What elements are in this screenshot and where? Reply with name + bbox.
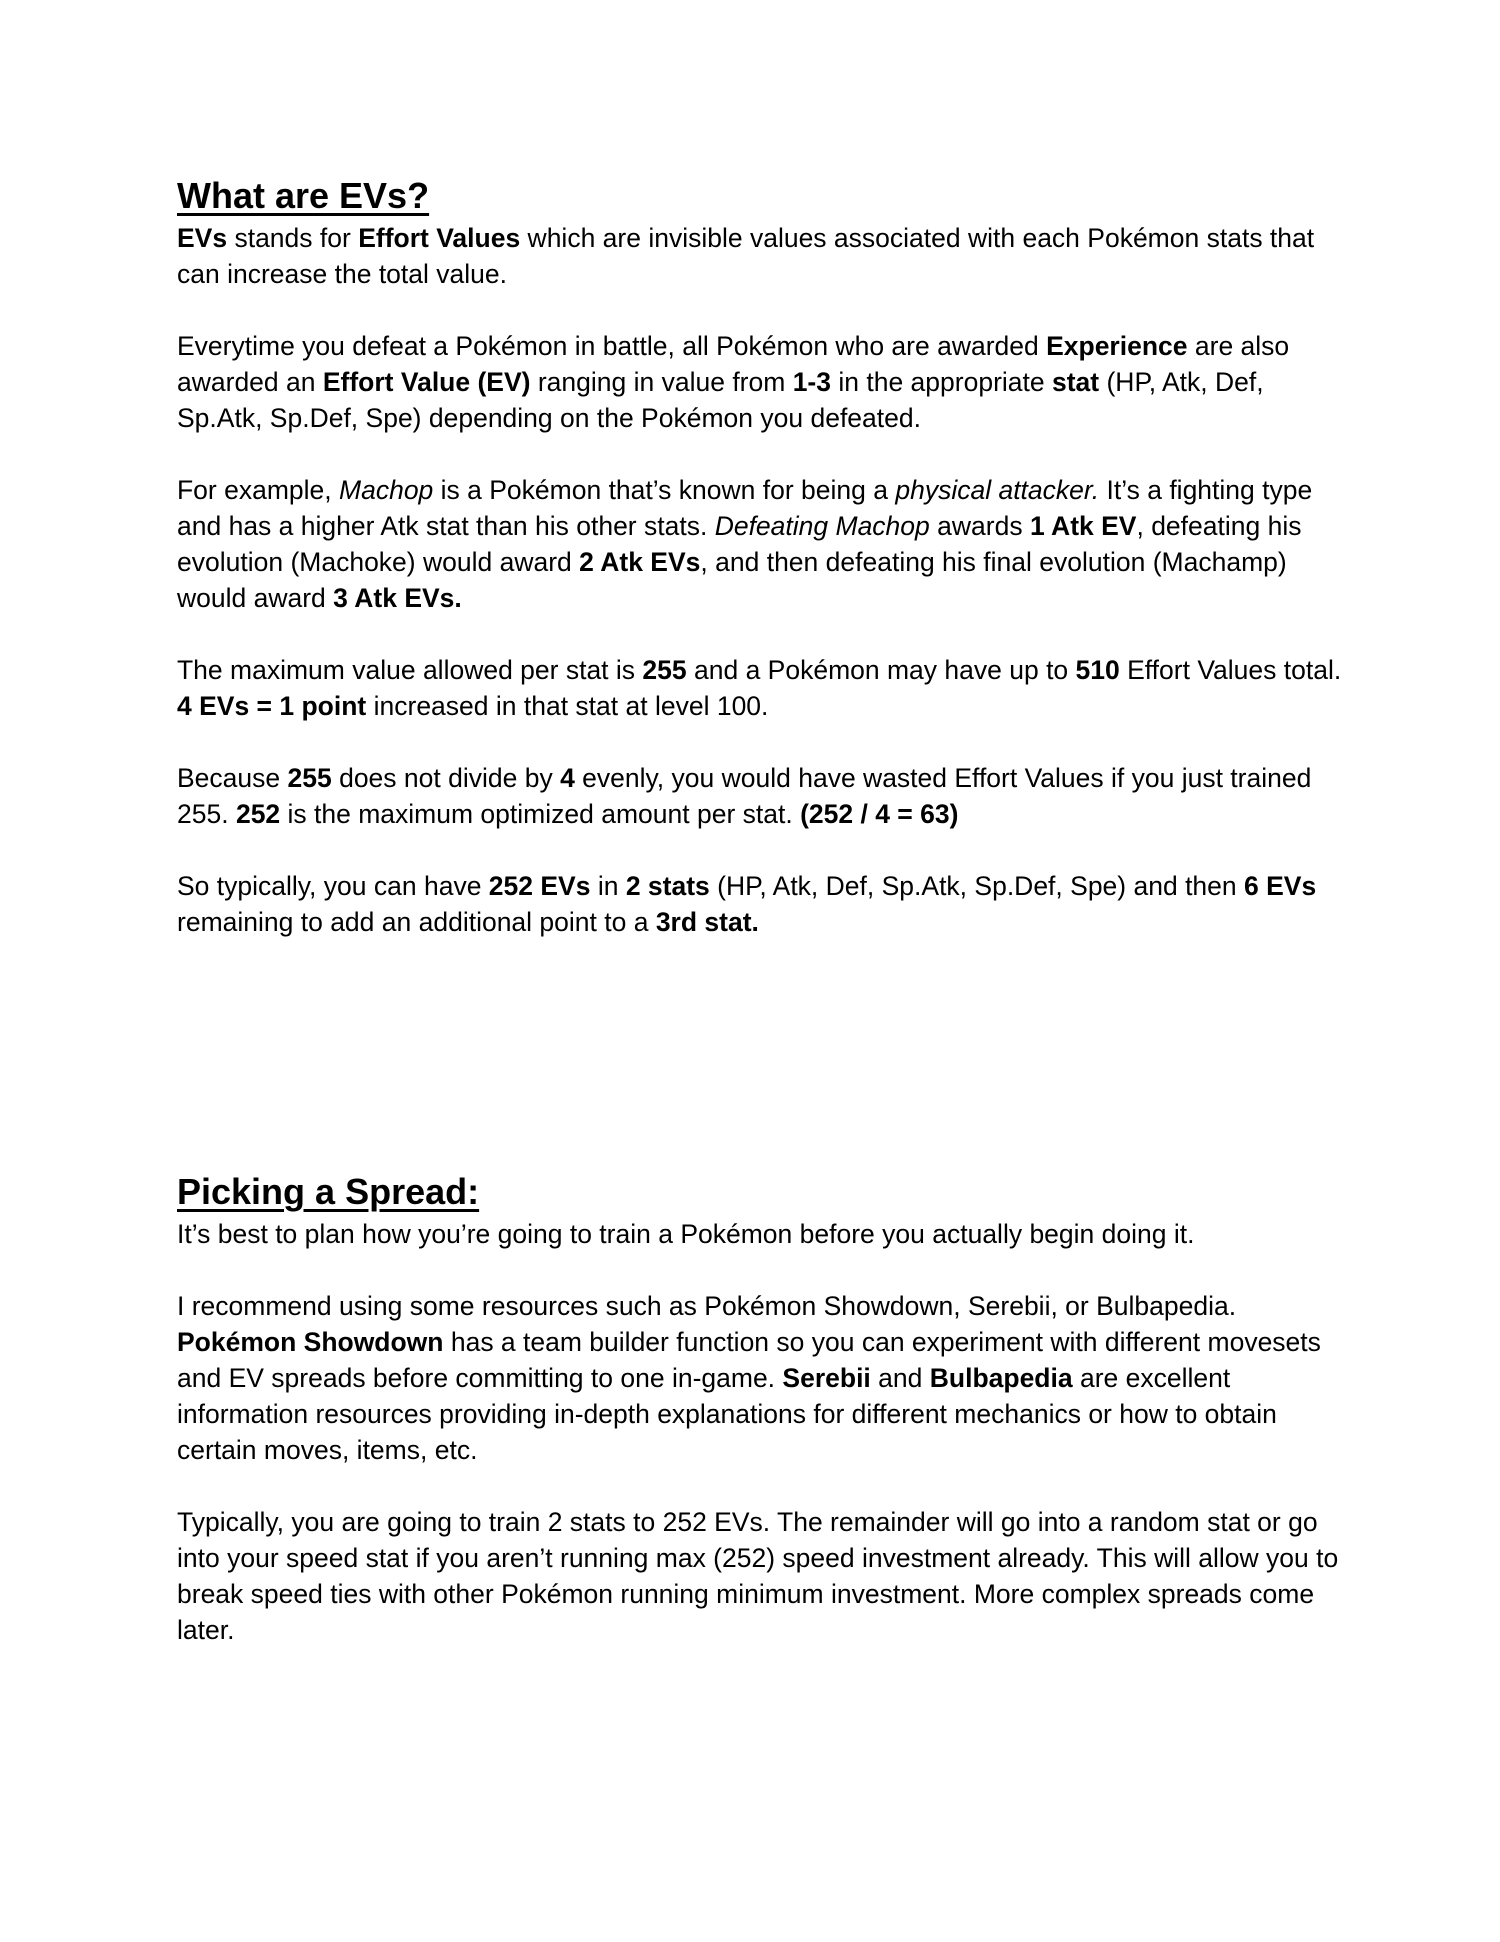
paragraph-resources: I recommend using some resources such as Pokémon Showdown, Serebii, or Bulbapedia. Pokémon Showdown has a team builder function so you can experiment with different movesets and EV spreads before committing to one in-game. Serebii and Bulbapedia are excellent information resources providing in-depth explanations for different mechanics or how to obtain certain moves, items, etc.: [177, 1291, 1321, 1465]
paragraph-train-two-stats: Typically, you are going to train 2 stats to 252 EVs. The remainder will go into a random stat or go into your speed stat if you aren’t running max (252) speed investment already. This will allow you to break speed ties with other Pokémon running minimum investment. More complex spreads come later.: [177, 1507, 1339, 1645]
section-picking-a-spread: [177, 1168, 1347, 1648]
paragraph-ev-gain: Everytime you defeat a Pokémon in battle, all Pokémon who are awarded Experience are also awarded an Effort Value (EV) ranging in value from 1-3 in the appropriate stat (HP, Atk, Def, Sp.Atk, Sp.Def, Spe) depending on the Pokémon you defeated.: [177, 331, 1290, 433]
heading-what-are-evs: What are EVs?: [177, 175, 430, 216]
paragraph-252-optimized: Because 255 does not divide by 4 evenly, you would have wasted Effort Values if you just trained 255. 252 is the maximum optimized amount per stat. (252 / 4 = 63): [177, 763, 1312, 829]
paragraph-typical-spread: So typically, you can have 252 EVs in 2 stats (HP, Atk, Def, Sp.Atk, Sp.Def, Spe) and then 6 EVs remaining to add an additional point to a 3rd stat.: [177, 871, 1317, 937]
section-what-are-evs: [177, 172, 1347, 940]
paragraph-plan-training: It’s best to plan how you’re going to train a Pokémon before you actually begin doing it.: [177, 1219, 1195, 1249]
paragraph-max-values: The maximum value allowed per stat is 255 and a Pokémon may have up to 510 Effort Values total. 4 EVs = 1 point increased in that stat at level 100.: [177, 655, 1342, 721]
paragraph-machop-example: For example, Machop is a Pokémon that’s known for being a physical attacker. It’s a fighting type and has a higher Atk stat than his other stats. Defeating Machop awards 1 Atk EV, defeating his evolution (Machoke) would award 2 Atk EVs, and then defeating his final evolution (Machamp) would award 3 Atk EVs.: [177, 475, 1313, 613]
heading-picking-a-spread: Picking a Spread:: [177, 1171, 480, 1212]
paragraph-ev-definition: EVs stands for Effort Values which are invisible values associated with each Pokémon stats that can increase the total value.: [177, 223, 1315, 289]
